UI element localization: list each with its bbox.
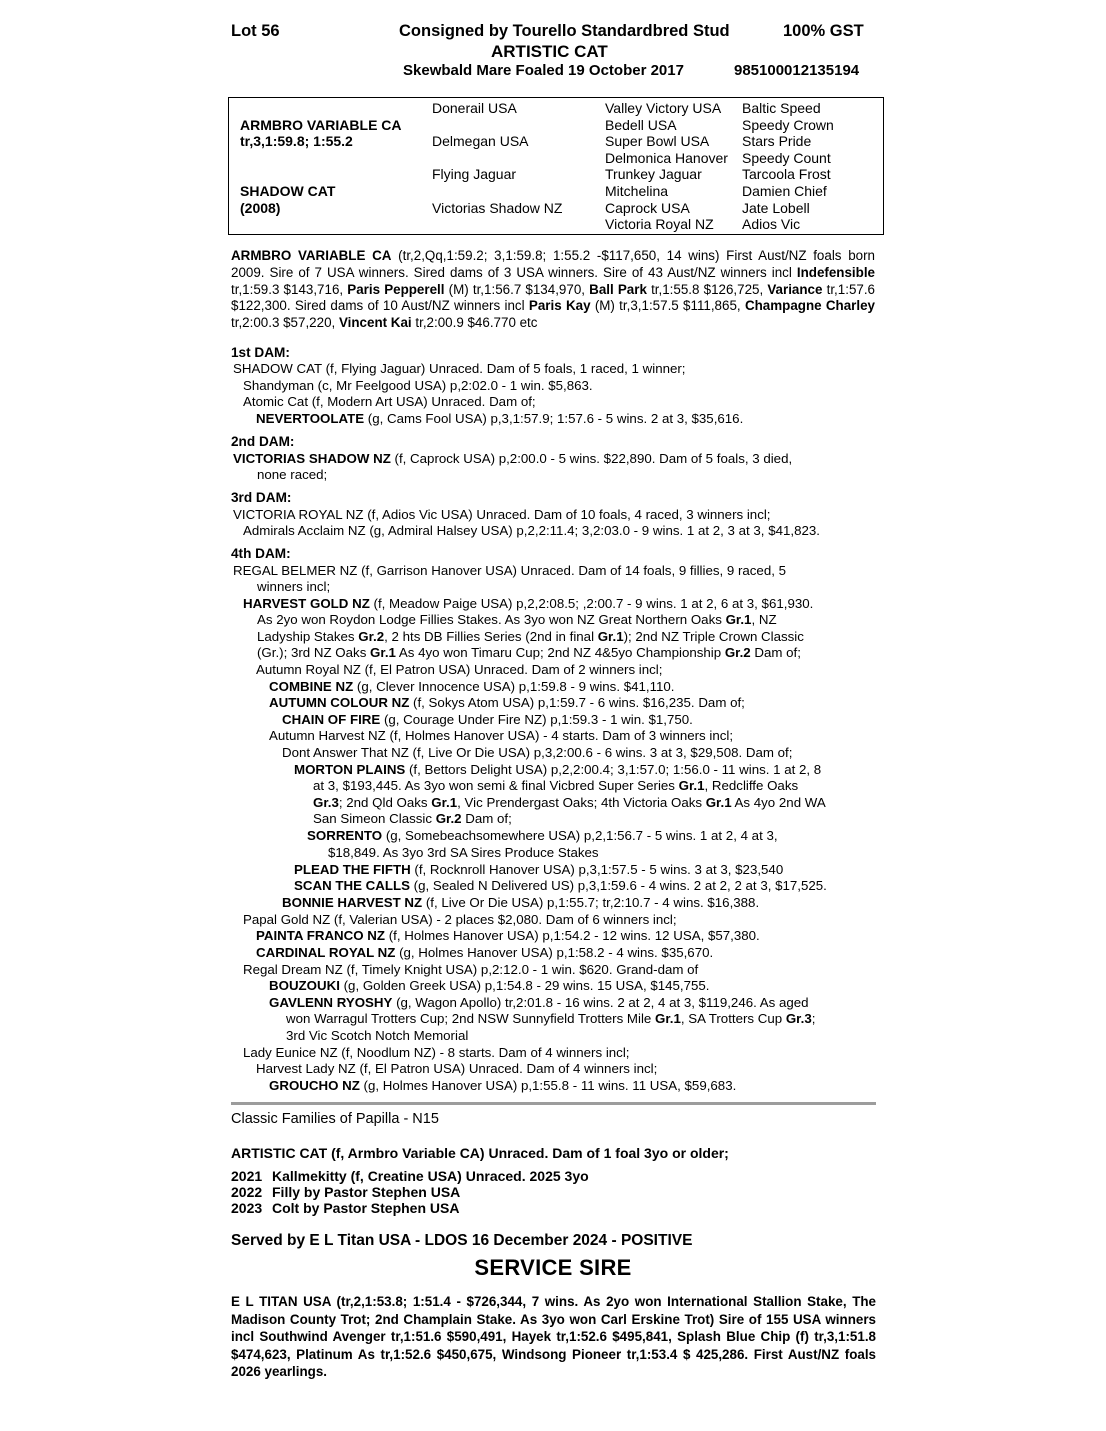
dam4-line: Autumn Royal NZ (f, El Patron USA) Unraced. Dam of 2 winners incl; [256, 662, 663, 677]
dam2-line: VICTORIAS SHADOW NZ (f, Caprock USA) p,2:00.0 - 5 wins. $22,890. Dam of 5 foals, 3 died, [233, 451, 793, 466]
pedigree-g4: Damien Chief [742, 183, 827, 199]
dam4-line: $18,849. As 3yo 3rd SA Sires Produce Stakes [328, 845, 599, 860]
dam4-line: Gr.3; 2nd Qld Oaks Gr.1, Vic Prendergast Oaks; 4th Victoria Oaks Gr.1 As 4yo 2nd WA [313, 795, 826, 810]
dam4-line: Dont Answer That NZ (f, Live Or Die USA) p,3,2:00.6 - 6 wins. 3 at 3, $29,508. Dam of; [282, 745, 793, 760]
pedigree-dam: SHADOW CAT [240, 183, 336, 199]
dam4-line: (Gr.); 3rd NZ Oaks Gr.1 As 4yo won Timaru Cup; 2nd NZ 4&5yo Championship Gr.2 Dam of; [257, 645, 801, 660]
dam4-line: CHAIN OF FIRE (g, Courage Under Fire NZ) p,1:59.3 - 1 win. $1,750. [282, 712, 693, 727]
dam3-line: VICTORIA ROYAL NZ (f, Adios Vic USA) Unraced. Dam of 10 foals, 4 raced, 3 winners incl; [233, 507, 771, 522]
sire-summary: ARMBRO VARIABLE CA (tr,2,Qq,1:59.2; 3,1:59.8; 1:55.2 -$117,650, 14 wins) First Aust/NZ foals born 2009. Sire of 7 USA winners. Sired dams of 3 USA winners. Sire of 43 Aust/NZ winners incl Indefensible tr,1:59.3 $143,716, Paris Pepperell (M) tr,1:56.7 $134,970, Ball Park tr,1:55.8 $126,725, Variance tr,1:57.6 $122,300. Sired dams of 10 Aust/NZ winners incl Paris Kay (M) tr,3,1:57.5 $111,865, Champagne Charley tr,2:00.3 $57,220, Vincent Kai tr,2:00.9 $46.770 etc [231, 248, 875, 331]
dam1-heading: 1st DAM: [231, 345, 290, 360]
pedigree-dam-year: (2008) [240, 200, 281, 216]
pedigree-g3: Caprock USA [605, 200, 690, 216]
family-label: Classic Families of Papilla - N15 [231, 1111, 439, 1127]
dam4-line: CARDINAL ROYAL NZ (g, Holmes Hanover USA) p,1:58.2 - 4 wins. $35,670. [256, 945, 714, 960]
dam4-line: GAVLENN RYOSHY (g, Wagon Apollo) tr,2:01.8 - 16 wins. 2 at 2, 4 at 3, $119,246. As aged [269, 995, 809, 1010]
dam4-heading: 4th DAM: [231, 546, 291, 561]
dam1-line: Atomic Cat (f, Modern Art USA) Unraced. Dam of; [243, 394, 536, 409]
pedigree-g4: Jate Lobell [742, 200, 810, 216]
dam2-line: none raced; [257, 467, 328, 482]
service-sire-summary: E L TITAN USA (tr,2,1:53.8; 1:51.4 - $726,344, 7 wins. As 2yo won International Stallion Stake, The Madison County Trot; 2nd Champlain Stake. As 3yo won Carl Erskine Trot) Sire of 155 USA winners incl Southwind Avenger tr,1:51.6 $590,491, Hayek tr,1:52.6 $495,841, Splash Blue Chip (f) tr,3,1:51.8 $474,623, Platinum As tr,1:52.6 $450,675, Windsong Pioneer tr,1:53.4 $ 425,286. First Aust/NZ foals 2026 yearlings. [231, 1294, 876, 1379]
dam4-line: Ladyship Stakes Gr.2, 2 hts DB Fillies Series (2nd in final Gr.1); 2nd NZ Triple Crown Classic [257, 629, 804, 644]
lot-number: Lot 56 [231, 22, 280, 40]
sire-name: ARMBRO VARIABLE CA [231, 248, 392, 263]
dam4-line: SCAN THE CALLS (g, Sealed N Delivered US) p,3,1:59.6 - 4 wins. 2 at 2, 2 at 3, $17,525. [294, 878, 827, 893]
pedigree-g2: Victorias Shadow NZ [432, 200, 563, 216]
gst-label: 100% GST [783, 22, 864, 40]
dam4-line: 3rd Vic Scotch Notch Memorial [286, 1028, 469, 1043]
pedigree-g3: Mitchelina [605, 183, 669, 199]
served-status: Served by E L Titan USA - LDOS 16 December 2024 - POSITIVE [231, 1232, 693, 1249]
dam4-line: SORRENTO (g, Somebeachsomewhere USA) p,2,1:56.7 - 5 wins. 1 at 2, 4 at 3, [307, 828, 778, 843]
dam4-line: MORTON PLAINS (f, Bettors Delight USA) p,2,2:00.4; 3,1:57.0; 1:56.0 - 11 wins. 1 at 2, 8 [294, 762, 822, 777]
produce-item: Kallmekitty (f, Creatine USA) Unraced. 2025 3yo [272, 1168, 589, 1184]
service-sire-heading: SERVICE SIRE [474, 1255, 632, 1280]
pedigree-sire-record: tr,3,1:59.8; 1:55.2 [240, 133, 353, 149]
produce-intro: ARTISTIC CAT (f, Armbro Variable CA) Unraced. Dam of 1 foal 3yo or older; [231, 1145, 729, 1161]
dam4-line: Papal Gold NZ (f, Valerian USA) - 2 places $2,080. Dam of 6 winners incl; [243, 912, 677, 927]
pedigree-g4: Stars Pride [742, 133, 812, 149]
pedigree-sire: ARMBRO VARIABLE CA [240, 117, 402, 133]
dam4-line: HARVEST GOLD NZ (f, Meadow Paige USA) p,2,2:08.5; ,2:00.7 - 9 wins. 1 at 2, 6 at 3, $61,930. [243, 596, 814, 611]
dam4-line: AUTUMN COLOUR NZ (f, Sokys Atom USA) p,1:59.7 - 6 wins. $16,235. Dam of; [269, 695, 745, 710]
dam4-line: GROUCHO NZ (g, Holmes Hanover USA) p,1:55.8 - 11 wins. 11 USA, $59,683. [269, 1078, 737, 1093]
dam1-line: Shandyman (c, Mr Feelgood USA) p,2:02.0 - 1 win. $5,863. [243, 378, 593, 393]
dam2-heading: 2nd DAM: [231, 434, 295, 449]
dam4-line: As 2yo won Roydon Lodge Fillies Stakes. As 3yo won NZ Great Northern Oaks Gr.1, NZ [257, 612, 777, 627]
dam4-line: REGAL BELMER NZ (f, Garrison Hanover USA) Unraced. Dam of 14 foals, 9 fillies, 9 raced, 5 [233, 563, 787, 578]
dam4-line: San Simeon Classic Gr.2 Dam of; [313, 811, 512, 826]
dam4-line: Autumn Harvest NZ (f, Holmes Hanover USA) - 4 starts. Dam of 3 winners incl; [269, 728, 734, 743]
section-divider [231, 1102, 876, 1105]
dam3-heading: 3rd DAM: [231, 490, 292, 505]
pedigree-g4: Speedy Crown [742, 117, 834, 133]
pedigree-g2: Flying Jaguar [432, 166, 517, 182]
dam1-line: SHADOW CAT (f, Flying Jaguar) Unraced. Dam of 5 foals, 1 raced, 1 winner; [233, 361, 686, 376]
dam4-line: PAINTA FRANCO NZ (f, Holmes Hanover USA) p,1:54.2 - 12 wins. 12 USA, $57,380. [256, 928, 760, 943]
pedigree-g3: Super Bowl USA [605, 133, 710, 149]
produce-year: 2021 [231, 1168, 263, 1184]
dam4-line: BOUZOUKI (g, Golden Greek USA) p,1:54.8 - 29 wins. 15 USA, $145,755. [269, 978, 710, 993]
dam4-line: Harvest Lady NZ (f, El Patron USA) Unraced. Dam of 4 winners incl; [256, 1061, 658, 1076]
dam4-line: PLEAD THE FIFTH (f, Rocknroll Hanover USA) p,3,1:57.5 - 5 wins. 3 at 3, $23,540 [294, 862, 784, 877]
pedigree-g3: Valley Victory USA [605, 100, 722, 116]
dam1-line: NEVERTOOLATE (g, Cams Fool USA) p,3,1:57.9; 1:57.6 - 5 wins. 2 at 3, $35,616. [256, 411, 744, 426]
dam4-line: COMBINE NZ (g, Clever Innocence USA) p,1:59.8 - 9 wins. $41,110. [269, 679, 675, 694]
microchip-number: 985100012135194 [734, 62, 860, 79]
pedigree-g4: Tarcoola Frost [742, 166, 831, 182]
dam3-line: Admirals Acclaim NZ (g, Admiral Halsey USA) p,2,2:11.4; 3,2:03.0 - 9 wins. 1 at 2, 3 at 3, $41,823. [243, 523, 820, 538]
pedigree-g3: Bedell USA [605, 117, 677, 133]
dam4-line: winners incl; [257, 579, 331, 594]
dam4-line: BONNIE HARVEST NZ (f, Live Or Die USA) p,1:55.7; tr,2:10.7 - 4 wins. $16,388. [282, 895, 760, 910]
pedigree-g4: Baltic Speed [742, 100, 821, 116]
dam4-line: Lady Eunice NZ (f, Noodlum NZ) - 8 starts. Dam of 4 winners incl; [243, 1045, 630, 1060]
produce-item: Filly by Pastor Stephen USA [272, 1184, 461, 1200]
dam4-line: Regal Dream NZ (f, Timely Knight USA) p,2:12.0 - 1 win. $620. Grand-dam of [243, 962, 699, 977]
dam4-line: won Warragul Trotters Cup; 2nd NSW Sunnyfield Trotters Mile Gr.1, SA Trotters Cup Gr.3; [286, 1011, 816, 1026]
pedigree-g3: Trunkey Jaguar [605, 166, 702, 182]
produce-item: Colt by Pastor Stephen USA [272, 1200, 460, 1216]
pedigree-g4: Speedy Count [742, 150, 831, 166]
pedigree-g3: Delmonica Hanover [605, 150, 728, 166]
dam4-line: at 3, $193,445. As 3yo won semi & final Vicbred Super Series Gr.1, Redcliffe Oaks [313, 778, 799, 793]
pedigree-g3: Victoria Royal NZ [605, 216, 714, 232]
pedigree-g2: Donerail USA [432, 100, 517, 116]
horse-description: Skewbald Mare Foaled 19 October 2017 [403, 62, 684, 79]
produce-year: 2022 [231, 1184, 263, 1200]
pedigree-g2: Delmegan USA [432, 133, 529, 149]
produce-year: 2023 [231, 1200, 263, 1216]
horse-name: ARTISTIC CAT [491, 42, 608, 61]
consignor: Consigned by Tourello Standardbred Stud [399, 22, 730, 40]
pedigree-g4: Adios Vic [742, 216, 801, 232]
